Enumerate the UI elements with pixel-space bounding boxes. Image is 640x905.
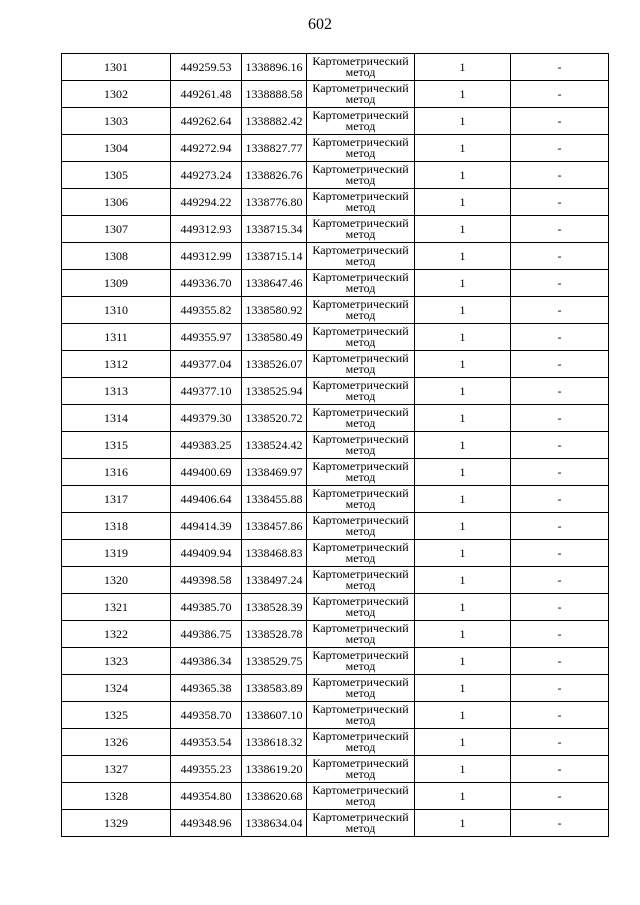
point-number-cell: 1326 bbox=[62, 729, 171, 756]
method-line1: Картометрический bbox=[312, 188, 409, 203]
table-row bbox=[62, 162, 609, 189]
method-line1: Картометрический bbox=[312, 431, 409, 446]
method-line2: метод bbox=[345, 524, 376, 538]
method-cell bbox=[307, 486, 415, 513]
note-cell: - bbox=[511, 486, 609, 513]
note-cell: - bbox=[511, 621, 609, 648]
y-coordinate-cell: 1338607.10 bbox=[242, 702, 307, 729]
method-line1: Картометрический bbox=[312, 242, 409, 257]
y-coordinate-cell: 1338715.14 bbox=[242, 243, 307, 270]
method-line1: Картометрический bbox=[312, 647, 409, 662]
note-cell: - bbox=[511, 81, 609, 108]
note-cell: - bbox=[511, 783, 609, 810]
method-line2: метод bbox=[345, 794, 376, 808]
accuracy-cell: 1 bbox=[415, 810, 511, 837]
method-cell bbox=[307, 81, 415, 108]
note-cell: - bbox=[511, 324, 609, 351]
method-line2: метод bbox=[345, 416, 376, 430]
table-row bbox=[62, 810, 609, 837]
method-line2: метод bbox=[345, 389, 376, 403]
y-coordinate-cell: 1338529.75 bbox=[242, 648, 307, 675]
table-row bbox=[62, 675, 609, 702]
y-coordinate-cell: 1338528.78 bbox=[242, 621, 307, 648]
method-cell bbox=[307, 108, 415, 135]
method-line1: Картометрический bbox=[312, 782, 409, 797]
accuracy-cell: 1 bbox=[415, 324, 511, 351]
x-coordinate-cell: 449353.54 bbox=[171, 729, 242, 756]
method-line1: Картометрический bbox=[312, 377, 409, 392]
table-row bbox=[62, 702, 609, 729]
y-coordinate-cell: 1338826.76 bbox=[242, 162, 307, 189]
method-line2: метод bbox=[345, 470, 376, 484]
y-coordinate-cell: 1338888.58 bbox=[242, 81, 307, 108]
method-line1: Картометрический bbox=[312, 566, 409, 581]
table-row bbox=[62, 54, 609, 81]
x-coordinate-cell: 449355.97 bbox=[171, 324, 242, 351]
method-line2: метод bbox=[345, 632, 376, 646]
point-number-cell: 1318 bbox=[62, 513, 171, 540]
table-row bbox=[62, 270, 609, 297]
accuracy-cell: 1 bbox=[415, 243, 511, 270]
method-line1: Картометрический bbox=[312, 323, 409, 338]
y-coordinate-cell: 1338827.77 bbox=[242, 135, 307, 162]
point-number-cell: 1315 bbox=[62, 432, 171, 459]
x-coordinate-cell: 449377.10 bbox=[171, 378, 242, 405]
point-number-cell: 1320 bbox=[62, 567, 171, 594]
accuracy-cell: 1 bbox=[415, 270, 511, 297]
y-coordinate-cell: 1338525.94 bbox=[242, 378, 307, 405]
method-cell bbox=[307, 513, 415, 540]
table-row bbox=[62, 567, 609, 594]
note-cell: - bbox=[511, 297, 609, 324]
point-number-cell: 1307 bbox=[62, 216, 171, 243]
table-row bbox=[62, 648, 609, 675]
accuracy-cell: 1 bbox=[415, 729, 511, 756]
accuracy-cell: 1 bbox=[415, 486, 511, 513]
table-row bbox=[62, 540, 609, 567]
method-line2: метод bbox=[345, 92, 376, 106]
method-cell bbox=[307, 675, 415, 702]
method-cell bbox=[307, 162, 415, 189]
x-coordinate-cell: 449365.38 bbox=[171, 675, 242, 702]
x-coordinate-cell: 449414.39 bbox=[171, 513, 242, 540]
y-coordinate-cell: 1338619.20 bbox=[242, 756, 307, 783]
x-coordinate-cell: 449400.69 bbox=[171, 459, 242, 486]
method-line1: Картометрический bbox=[312, 161, 409, 176]
table-row bbox=[62, 621, 609, 648]
y-coordinate-cell: 1338896.16 bbox=[242, 54, 307, 81]
table-row bbox=[62, 189, 609, 216]
method-line2: метод bbox=[345, 605, 376, 619]
note-cell: - bbox=[511, 378, 609, 405]
x-coordinate-cell: 449312.99 bbox=[171, 243, 242, 270]
method-line1: Картометрический bbox=[312, 809, 409, 824]
table-row bbox=[62, 594, 609, 621]
table-row bbox=[62, 351, 609, 378]
accuracy-cell: 1 bbox=[415, 351, 511, 378]
method-cell bbox=[307, 54, 415, 81]
y-coordinate-cell: 1338583.89 bbox=[242, 675, 307, 702]
point-number-cell: 1304 bbox=[62, 135, 171, 162]
method-cell bbox=[307, 702, 415, 729]
point-number-cell: 1317 bbox=[62, 486, 171, 513]
y-coordinate-cell: 1338620.68 bbox=[242, 783, 307, 810]
x-coordinate-cell: 449386.34 bbox=[171, 648, 242, 675]
note-cell: - bbox=[511, 270, 609, 297]
method-cell bbox=[307, 324, 415, 351]
method-line1: Картометрический bbox=[312, 701, 409, 716]
x-coordinate-cell: 449406.64 bbox=[171, 486, 242, 513]
method-line1: Картометрический bbox=[312, 674, 409, 689]
page-number: 602 bbox=[308, 16, 332, 33]
method-line1: Картометрический bbox=[312, 350, 409, 365]
note-cell: - bbox=[511, 702, 609, 729]
y-coordinate-cell: 1338715.34 bbox=[242, 216, 307, 243]
method-line2: метод bbox=[345, 254, 376, 268]
accuracy-cell: 1 bbox=[415, 702, 511, 729]
method-line2: метод bbox=[345, 335, 376, 349]
y-coordinate-cell: 1338776.80 bbox=[242, 189, 307, 216]
table-row bbox=[62, 486, 609, 513]
table-row bbox=[62, 108, 609, 135]
method-cell bbox=[307, 216, 415, 243]
y-coordinate-cell: 1338647.46 bbox=[242, 270, 307, 297]
method-line2: метод bbox=[345, 281, 376, 295]
table-row bbox=[62, 756, 609, 783]
table-row bbox=[62, 729, 609, 756]
method-cell bbox=[307, 378, 415, 405]
accuracy-cell: 1 bbox=[415, 135, 511, 162]
table-row bbox=[62, 513, 609, 540]
point-number-cell: 1312 bbox=[62, 351, 171, 378]
method-cell bbox=[307, 243, 415, 270]
note-cell: - bbox=[511, 432, 609, 459]
table-row bbox=[62, 378, 609, 405]
method-cell bbox=[307, 594, 415, 621]
y-coordinate-cell: 1338634.04 bbox=[242, 810, 307, 837]
y-coordinate-cell: 1338618.32 bbox=[242, 729, 307, 756]
method-line2: метод bbox=[345, 578, 376, 592]
accuracy-cell: 1 bbox=[415, 297, 511, 324]
accuracy-cell: 1 bbox=[415, 432, 511, 459]
point-number-cell: 1321 bbox=[62, 594, 171, 621]
method-line2: метод bbox=[345, 713, 376, 727]
x-coordinate-cell: 449355.23 bbox=[171, 756, 242, 783]
x-coordinate-cell: 449383.25 bbox=[171, 432, 242, 459]
note-cell: - bbox=[511, 594, 609, 621]
x-coordinate-cell: 449273.24 bbox=[171, 162, 242, 189]
x-coordinate-cell: 449385.70 bbox=[171, 594, 242, 621]
method-cell bbox=[307, 189, 415, 216]
point-number-cell: 1311 bbox=[62, 324, 171, 351]
note-cell: - bbox=[511, 459, 609, 486]
point-number-cell: 1310 bbox=[62, 297, 171, 324]
x-coordinate-cell: 449355.82 bbox=[171, 297, 242, 324]
accuracy-cell: 1 bbox=[415, 216, 511, 243]
x-coordinate-cell: 449259.53 bbox=[171, 54, 242, 81]
x-coordinate-cell: 449379.30 bbox=[171, 405, 242, 432]
method-cell bbox=[307, 783, 415, 810]
note-cell: - bbox=[511, 513, 609, 540]
method-line2: метод bbox=[345, 740, 376, 754]
note-cell: - bbox=[511, 648, 609, 675]
method-line1: Картометрический bbox=[312, 485, 409, 500]
accuracy-cell: 1 bbox=[415, 648, 511, 675]
method-cell bbox=[307, 405, 415, 432]
table-row bbox=[62, 405, 609, 432]
note-cell: - bbox=[511, 540, 609, 567]
y-coordinate-cell: 1338455.88 bbox=[242, 486, 307, 513]
table-row bbox=[62, 216, 609, 243]
note-cell: - bbox=[511, 162, 609, 189]
note-cell: - bbox=[511, 243, 609, 270]
point-number-cell: 1322 bbox=[62, 621, 171, 648]
accuracy-cell: 1 bbox=[415, 540, 511, 567]
table-row bbox=[62, 297, 609, 324]
method-cell bbox=[307, 351, 415, 378]
method-line2: метод bbox=[345, 686, 376, 700]
accuracy-cell: 1 bbox=[415, 675, 511, 702]
accuracy-cell: 1 bbox=[415, 108, 511, 135]
y-coordinate-cell: 1338882.42 bbox=[242, 108, 307, 135]
method-line1: Картометрический bbox=[312, 134, 409, 149]
method-line2: метод bbox=[345, 551, 376, 565]
point-number-cell: 1319 bbox=[62, 540, 171, 567]
accuracy-cell: 1 bbox=[415, 459, 511, 486]
accuracy-cell: 1 bbox=[415, 54, 511, 81]
method-line2: метод bbox=[345, 767, 376, 781]
method-line2: метод bbox=[345, 443, 376, 457]
x-coordinate-cell: 449409.94 bbox=[171, 540, 242, 567]
table-row bbox=[62, 432, 609, 459]
accuracy-cell: 1 bbox=[415, 405, 511, 432]
accuracy-cell: 1 bbox=[415, 189, 511, 216]
point-number-cell: 1301 bbox=[62, 54, 171, 81]
note-cell: - bbox=[511, 675, 609, 702]
method-line1: Картометрический bbox=[312, 296, 409, 311]
y-coordinate-cell: 1338497.24 bbox=[242, 567, 307, 594]
method-line1: Картометрический bbox=[312, 53, 409, 68]
y-coordinate-cell: 1338524.42 bbox=[242, 432, 307, 459]
method-line1: Картометрический bbox=[312, 755, 409, 770]
y-coordinate-cell: 1338526.07 bbox=[242, 351, 307, 378]
x-coordinate-cell: 449312.93 bbox=[171, 216, 242, 243]
method-line1: Картометрический bbox=[312, 593, 409, 608]
point-number-cell: 1313 bbox=[62, 378, 171, 405]
method-line1: Картометрический bbox=[312, 269, 409, 284]
note-cell: - bbox=[511, 135, 609, 162]
note-cell: - bbox=[511, 108, 609, 135]
point-number-cell: 1328 bbox=[62, 783, 171, 810]
method-cell bbox=[307, 810, 415, 837]
method-line2: метод bbox=[345, 497, 376, 511]
table-row bbox=[62, 324, 609, 351]
method-cell bbox=[307, 621, 415, 648]
method-line1: Картометрический bbox=[312, 539, 409, 554]
x-coordinate-cell: 449386.75 bbox=[171, 621, 242, 648]
method-line2: метод bbox=[345, 659, 376, 673]
accuracy-cell: 1 bbox=[415, 81, 511, 108]
y-coordinate-cell: 1338457.86 bbox=[242, 513, 307, 540]
accuracy-cell: 1 bbox=[415, 513, 511, 540]
accuracy-cell: 1 bbox=[415, 756, 511, 783]
coordinates-table bbox=[61, 53, 609, 837]
point-number-cell: 1302 bbox=[62, 81, 171, 108]
point-number-cell: 1314 bbox=[62, 405, 171, 432]
point-number-cell: 1325 bbox=[62, 702, 171, 729]
x-coordinate-cell: 449354.80 bbox=[171, 783, 242, 810]
note-cell: - bbox=[511, 756, 609, 783]
coordinates-table-body bbox=[62, 54, 609, 837]
y-coordinate-cell: 1338469.97 bbox=[242, 459, 307, 486]
method-line2: метод bbox=[345, 119, 376, 133]
method-line1: Картометрический bbox=[312, 620, 409, 635]
point-number-cell: 1308 bbox=[62, 243, 171, 270]
method-line1: Картометрический bbox=[312, 215, 409, 230]
point-number-cell: 1305 bbox=[62, 162, 171, 189]
method-cell bbox=[307, 648, 415, 675]
table-row bbox=[62, 459, 609, 486]
method-line1: Картометрический bbox=[312, 728, 409, 743]
method-line2: метод bbox=[345, 173, 376, 187]
method-cell bbox=[307, 432, 415, 459]
method-line2: метод bbox=[345, 227, 376, 241]
method-line2: метод bbox=[345, 65, 376, 79]
method-cell bbox=[307, 135, 415, 162]
method-line1: Картометрический bbox=[312, 404, 409, 419]
accuracy-cell: 1 bbox=[415, 594, 511, 621]
note-cell: - bbox=[511, 729, 609, 756]
method-cell bbox=[307, 729, 415, 756]
note-cell: - bbox=[511, 567, 609, 594]
method-line1: Картометрический bbox=[312, 80, 409, 95]
method-line2: метод bbox=[345, 200, 376, 214]
method-line2: метод bbox=[345, 362, 376, 376]
x-coordinate-cell: 449348.96 bbox=[171, 810, 242, 837]
point-number-cell: 1323 bbox=[62, 648, 171, 675]
accuracy-cell: 1 bbox=[415, 162, 511, 189]
method-line2: метод bbox=[345, 146, 376, 160]
note-cell: - bbox=[511, 810, 609, 837]
method-line2: метод bbox=[345, 308, 376, 322]
y-coordinate-cell: 1338528.39 bbox=[242, 594, 307, 621]
accuracy-cell: 1 bbox=[415, 567, 511, 594]
method-cell bbox=[307, 459, 415, 486]
point-number-cell: 1316 bbox=[62, 459, 171, 486]
note-cell: - bbox=[511, 189, 609, 216]
point-number-cell: 1309 bbox=[62, 270, 171, 297]
table-row bbox=[62, 81, 609, 108]
y-coordinate-cell: 1338468.83 bbox=[242, 540, 307, 567]
method-cell bbox=[307, 297, 415, 324]
method-cell bbox=[307, 540, 415, 567]
note-cell: - bbox=[511, 405, 609, 432]
x-coordinate-cell: 449377.04 bbox=[171, 351, 242, 378]
accuracy-cell: 1 bbox=[415, 621, 511, 648]
accuracy-cell: 1 bbox=[415, 783, 511, 810]
point-number-cell: 1324 bbox=[62, 675, 171, 702]
note-cell: - bbox=[511, 351, 609, 378]
x-coordinate-cell: 449261.48 bbox=[171, 81, 242, 108]
method-cell bbox=[307, 567, 415, 594]
method-line1: Картометрический bbox=[312, 107, 409, 122]
x-coordinate-cell: 449358.70 bbox=[171, 702, 242, 729]
method-line1: Картометрический bbox=[312, 458, 409, 473]
point-number-cell: 1303 bbox=[62, 108, 171, 135]
y-coordinate-cell: 1338580.49 bbox=[242, 324, 307, 351]
method-cell bbox=[307, 270, 415, 297]
table-row bbox=[62, 243, 609, 270]
x-coordinate-cell: 449336.70 bbox=[171, 270, 242, 297]
y-coordinate-cell: 1338520.72 bbox=[242, 405, 307, 432]
x-coordinate-cell: 449262.64 bbox=[171, 108, 242, 135]
method-line2: метод bbox=[345, 821, 376, 835]
point-number-cell: 1329 bbox=[62, 810, 171, 837]
method-line1: Картометрический bbox=[312, 512, 409, 527]
y-coordinate-cell: 1338580.92 bbox=[242, 297, 307, 324]
method-cell bbox=[307, 756, 415, 783]
note-cell: - bbox=[511, 216, 609, 243]
point-number-cell: 1306 bbox=[62, 189, 171, 216]
point-number-cell: 1327 bbox=[62, 756, 171, 783]
x-coordinate-cell: 449398.58 bbox=[171, 567, 242, 594]
table-row bbox=[62, 783, 609, 810]
x-coordinate-cell: 449272.94 bbox=[171, 135, 242, 162]
x-coordinate-cell: 449294.22 bbox=[171, 189, 242, 216]
note-cell: - bbox=[511, 54, 609, 81]
accuracy-cell: 1 bbox=[415, 378, 511, 405]
table-row bbox=[62, 135, 609, 162]
